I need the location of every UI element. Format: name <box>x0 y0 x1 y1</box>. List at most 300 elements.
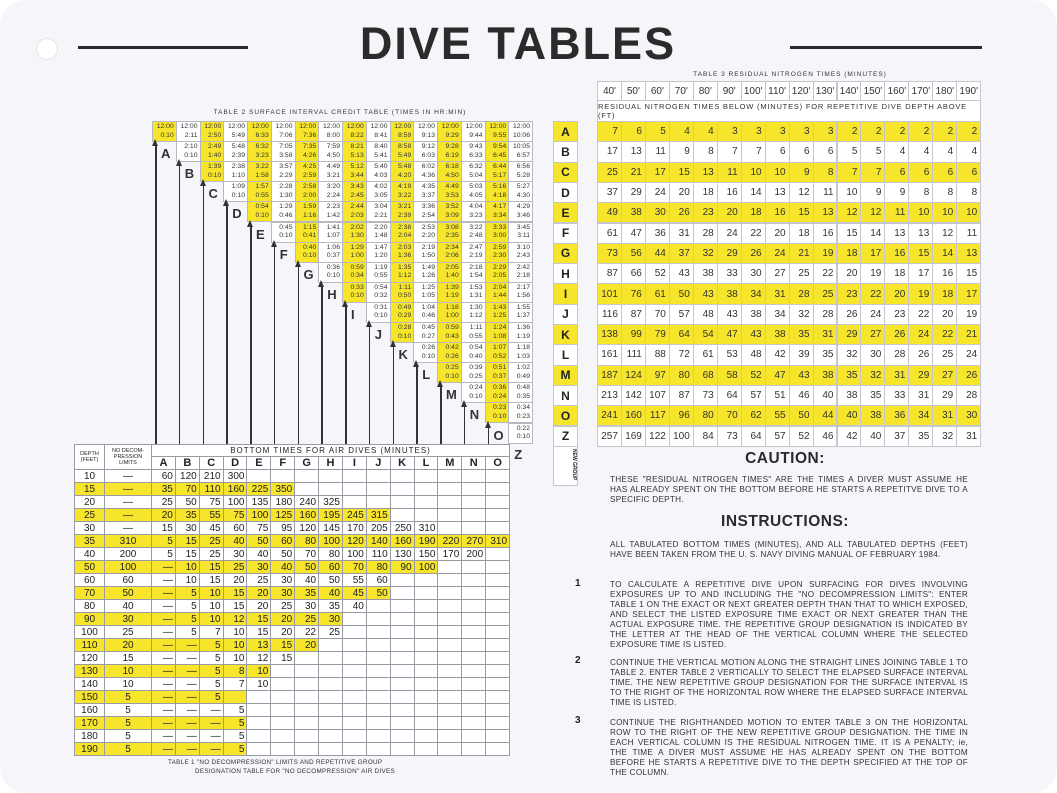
interval-cell <box>295 181 320 202</box>
interval-cell <box>295 141 320 162</box>
interval-min: 0:10 <box>469 392 483 400</box>
group-label: E <box>256 226 265 242</box>
residual-time-cell: 2 <box>956 121 981 142</box>
bottom-time-cell <box>390 612 415 626</box>
interval-min: 0:10 <box>445 372 459 380</box>
interval-max: 1:39 <box>445 283 459 291</box>
interval-cell <box>342 121 367 142</box>
interval-max: 3:33 <box>493 223 507 231</box>
bottom-time-cell <box>461 729 486 743</box>
residual-time-cell: 35 <box>813 344 838 365</box>
interval-min: 8:00 <box>326 131 340 139</box>
bottom-time-cell <box>390 599 415 613</box>
new-group-label: D <box>553 182 578 203</box>
bottom-time-cell <box>461 599 486 613</box>
interval-max: 8:21 <box>350 143 364 151</box>
interval-max: 12:00 <box>251 123 269 130</box>
depth-cell: 50 <box>74 560 105 574</box>
bottom-time-cell: 225 <box>246 482 271 496</box>
bottom-time-cell: 130 <box>390 547 415 561</box>
interval-max: 1:30 <box>469 303 483 311</box>
interval-min: 3:23 <box>255 151 269 159</box>
bottom-time-cell <box>294 664 319 678</box>
residual-time-cell: 4 <box>669 121 694 142</box>
interval-max: 5:27 <box>516 183 530 191</box>
depth-cell: 140 <box>74 677 105 691</box>
interval-min: 3:22 <box>398 191 412 199</box>
ndl-cell: 5 <box>104 716 152 730</box>
bottom-time-cell: 20 <box>151 508 176 522</box>
ndl-cell: 310 <box>104 534 152 548</box>
interval-min: 4:30 <box>516 191 530 199</box>
table1-caption-line1: TABLE 1 "NO DECOMPRESSION" LIMITS AND REPETITIVE GROUP <box>168 759 383 766</box>
group-column-header: B <box>175 456 200 470</box>
bottom-time-cell: 5 <box>175 612 200 626</box>
bottom-time-cell <box>485 716 510 730</box>
interval-cell <box>318 181 343 202</box>
residual-time-cell: 10 <box>908 202 933 223</box>
interval-cell <box>318 242 343 263</box>
residual-time-cell: 39 <box>789 344 814 365</box>
interval-max: 1:18 <box>445 303 459 311</box>
residual-time-cell: 257 <box>597 426 622 447</box>
bottom-time-cell: — <box>151 690 176 704</box>
interval-min: 0:24 <box>493 392 507 400</box>
residual-time-cell: 29 <box>717 243 742 264</box>
residual-time-cell: 26 <box>908 344 933 365</box>
interval-min: 2:29 <box>279 171 293 179</box>
interval-min: 2:00 <box>303 191 317 199</box>
interval-max: 2:20 <box>374 223 388 231</box>
depth-cell: 10 <box>74 469 105 483</box>
group-column-header: I <box>342 456 367 470</box>
residual-time-cell: 87 <box>669 385 694 406</box>
interval-min: 0:55 <box>255 191 269 199</box>
new-group-label: K <box>553 324 578 345</box>
bottom-time-cell <box>390 586 415 600</box>
bottom-time-cell <box>318 638 343 652</box>
bottom-time-cell <box>437 638 462 652</box>
group-label: D <box>232 206 242 222</box>
interval-cell <box>461 222 486 243</box>
residual-time-cell: 6 <box>789 141 814 162</box>
bottom-time-cell: 30 <box>270 586 295 600</box>
bottom-time-cell <box>366 469 391 483</box>
arrow-line-icon <box>155 145 157 456</box>
residual-time-cell: 31 <box>813 324 838 345</box>
ndl-cell: 15 <box>104 651 152 665</box>
residual-time-cell: 9 <box>789 162 814 183</box>
interval-cell <box>508 302 533 323</box>
bottom-time-cell <box>246 469 271 483</box>
interval-max: 4:29 <box>516 203 530 211</box>
residual-time-cell: 62 <box>741 405 766 426</box>
ndl-cell: 25 <box>104 625 152 639</box>
depth-cell: 100 <box>74 625 105 639</box>
group-label: A <box>161 146 171 162</box>
interval-max: 12:00 <box>322 123 340 130</box>
interval-min: 0:37 <box>493 372 507 380</box>
residual-time-cell: 42 <box>837 426 862 447</box>
residual-time-cell: 29 <box>932 385 957 406</box>
bottom-time-cell <box>437 677 462 691</box>
depth-column-header: 140' <box>837 81 862 101</box>
interval-min: 4:03 <box>374 171 388 179</box>
interval-min: 1:12 <box>469 312 483 320</box>
arrow-line-icon <box>298 266 300 456</box>
interval-max: 1:18 <box>516 344 530 352</box>
bottom-time-cell: 170 <box>437 547 462 561</box>
arrow-line-icon <box>345 306 347 456</box>
residual-time-cell: 70 <box>717 405 742 426</box>
residual-time-cell: 29 <box>621 182 646 203</box>
bottom-time-cell: 135 <box>246 495 271 509</box>
interval-cell <box>413 222 438 243</box>
bottom-time-cell <box>485 703 510 717</box>
residual-time-cell: 53 <box>717 344 742 365</box>
residual-time-cell: 57 <box>669 304 694 325</box>
bottom-time-cell: 100 <box>223 495 248 509</box>
interval-min: 4:36 <box>421 171 435 179</box>
residual-time-cell: 28 <box>789 283 814 304</box>
residual-time-cell: 6 <box>813 141 838 162</box>
residual-time-cell: 38 <box>693 263 718 284</box>
interval-max: 9:43 <box>469 143 483 151</box>
residual-time-cell: 43 <box>789 365 814 386</box>
bottom-time-cell: — <box>151 612 176 626</box>
interval-min: 0:10 <box>255 211 269 219</box>
interval-cell <box>247 141 272 162</box>
bottom-time-cell: — <box>151 703 176 717</box>
interval-min: 8:41 <box>374 131 388 139</box>
bottom-time-cell <box>461 664 486 678</box>
bottom-time-cell: 45 <box>199 521 224 535</box>
residual-time-cell: 5 <box>645 121 670 142</box>
bottom-time-cell: — <box>175 703 200 717</box>
interval-min: 4:50 <box>326 151 340 159</box>
interval-cell <box>508 322 533 343</box>
bottom-time-cell <box>366 664 391 678</box>
interval-min: 0:10 <box>516 433 530 440</box>
residual-time-cell: 100 <box>669 426 694 447</box>
table3-caption: TABLE 3 RESIDUAL NITROGEN TIMES (MINUTES) <box>693 71 887 78</box>
residual-time-cell: 54 <box>693 324 718 345</box>
bottom-time-cell: — <box>199 703 224 717</box>
residual-time-cell: 38 <box>741 304 766 325</box>
residual-time-cell: 43 <box>693 283 718 304</box>
interval-min: 1:10 <box>231 171 245 179</box>
bottom-time-cell <box>461 469 486 483</box>
residual-time-cell: 31 <box>765 283 790 304</box>
residual-time-cell: 187 <box>597 365 622 386</box>
interval-cell <box>437 322 462 343</box>
residual-time-cell: 15 <box>908 243 933 264</box>
bottom-time-cell: 20 <box>270 612 295 626</box>
new-group-label: F <box>553 223 578 244</box>
residual-time-cell: 142 <box>621 385 646 406</box>
interval-cell <box>390 282 415 303</box>
residual-time-cell: 31 <box>669 223 694 244</box>
interval-cell <box>485 262 510 283</box>
interval-max: 3:08 <box>445 223 459 231</box>
interval-max: 2:17 <box>516 283 530 291</box>
interval-max: 0:54 <box>255 203 269 211</box>
residual-time-cell: 10 <box>765 162 790 183</box>
bottom-time-cell: 8 <box>223 664 248 678</box>
interval-cell <box>508 141 533 162</box>
interval-max: 0:40 <box>303 243 317 251</box>
residual-time-cell: 4 <box>956 141 981 162</box>
residual-time-cell: 64 <box>717 385 742 406</box>
residual-time-cell: 23 <box>884 304 909 325</box>
residual-time-cell: 117 <box>645 405 670 426</box>
step-number: 3 <box>575 715 581 726</box>
residual-time-cell: 19 <box>908 283 933 304</box>
group-label: M <box>446 387 457 403</box>
bottom-time-cell <box>270 677 295 691</box>
interval-cell <box>390 181 415 202</box>
residual-time-cell: 2 <box>884 121 909 142</box>
group-column-header: C <box>199 456 224 470</box>
interval-min: 10:06 <box>512 131 530 139</box>
bottom-time-cell: 145 <box>318 521 343 535</box>
residual-time-cell: 25 <box>789 263 814 284</box>
residual-time-cell: 99 <box>621 324 646 345</box>
interval-max: 3:52 <box>445 203 459 211</box>
residual-time-cell: 48 <box>693 304 718 325</box>
interval-max: 12:00 <box>275 123 293 130</box>
bottom-time-cell: 12 <box>223 612 248 626</box>
interval-min: 9:13 <box>421 131 435 139</box>
interval-min: 1:40 <box>208 151 222 159</box>
bottom-time-cell <box>461 586 486 600</box>
bottom-time-cell <box>294 482 319 496</box>
bottom-time-cell <box>485 690 510 704</box>
residual-time-cell: 52 <box>741 365 766 386</box>
ndl-cell: — <box>104 469 152 483</box>
bottom-time-cell <box>437 573 462 587</box>
interval-max: 3:21 <box>398 203 412 211</box>
bottom-time-cell <box>342 469 367 483</box>
residual-time-cell: 10 <box>741 162 766 183</box>
interval-min: 3:11 <box>517 232 530 239</box>
bottom-time-cell: 150 <box>414 547 439 561</box>
interval-min: 0:49 <box>516 372 530 380</box>
interval-min: 4:18 <box>493 191 507 199</box>
residual-time-cell: 44 <box>645 243 670 264</box>
bottom-time-cell <box>366 612 391 626</box>
bottom-time-cell <box>461 716 486 730</box>
interval-cell <box>295 121 320 142</box>
bottom-time-cell: — <box>175 716 200 730</box>
bottom-time-cell: 40 <box>270 560 295 574</box>
interval-min: 2:45 <box>350 191 364 199</box>
interval-cell <box>485 302 510 323</box>
residual-time-cell: 47 <box>621 223 646 244</box>
interval-min: 0:10 <box>160 131 174 139</box>
residual-time-cell: 12 <box>789 182 814 203</box>
depth-cell: 25 <box>74 508 105 522</box>
interval-max: 1:11 <box>398 283 412 291</box>
interval-max: 4:02 <box>374 183 388 191</box>
interval-cell <box>342 161 367 182</box>
table1-caption-line2: DESIGNATION TABLE FOR "NO DECOMPRESSION" AIR DIVES <box>195 768 396 775</box>
bottom-time-cell <box>461 573 486 587</box>
ndl-cell: 40 <box>104 599 152 613</box>
bottom-time-cell <box>390 716 415 730</box>
residual-time-cell: 21 <box>789 243 814 264</box>
ndl-cell: 30 <box>104 612 152 626</box>
residual-time-cell: 28 <box>693 223 718 244</box>
depth-column-header: 190' <box>956 81 981 101</box>
interval-min: 0:43 <box>445 332 459 340</box>
new-group-label: G <box>553 243 578 264</box>
group-label: G <box>303 266 314 282</box>
depth-cell: 60 <box>74 573 105 587</box>
interval-min: 3:23 <box>469 211 483 219</box>
depth-column-header: 70' <box>669 81 694 101</box>
group-column-header: J <box>366 456 391 470</box>
interval-min: 2:50 <box>208 131 222 139</box>
residual-time-cell: 40 <box>860 426 885 447</box>
residual-time-cell: 6 <box>621 121 646 142</box>
bottom-time-cell <box>318 664 343 678</box>
interval-min: 2:39 <box>231 151 245 159</box>
bottom-time-cell <box>485 469 510 483</box>
bottom-time-cell: 350 <box>270 482 295 496</box>
interval-max: 5:48 <box>398 163 412 171</box>
interval-cell <box>437 242 462 263</box>
new-group-label: C <box>553 162 578 183</box>
bottom-time-cell: 310 <box>485 534 510 548</box>
interval-max: 1:53 <box>469 283 483 291</box>
ndl-cell: 10 <box>104 677 152 691</box>
arrow-line-icon <box>393 346 395 456</box>
interval-max: 1:47 <box>374 243 388 251</box>
residual-time-cell: 72 <box>669 344 694 365</box>
bottom-time-cell <box>294 703 319 717</box>
residual-time-cell: 9 <box>669 141 694 162</box>
bottom-time-cell <box>437 521 462 535</box>
residual-time-cell: 13 <box>908 223 933 244</box>
interval-min: 0:10 <box>231 191 245 199</box>
residual-time-cell: 43 <box>741 324 766 345</box>
bottom-time-cell: 25 <box>199 547 224 561</box>
bottom-time-cell: 310 <box>414 521 439 535</box>
interval-cell <box>342 141 367 162</box>
depth-column-header: 130' <box>813 81 838 101</box>
depth-cell: 150 <box>74 690 105 704</box>
residual-time-cell: 56 <box>621 243 646 264</box>
interval-cell <box>461 362 486 383</box>
bottom-time-cell: 5 <box>199 651 224 665</box>
new-group-label: A <box>553 121 578 142</box>
bottom-time-cell: 15 <box>223 586 248 600</box>
interval-min: 4:05 <box>469 191 483 199</box>
interval-min: 1:03 <box>516 352 530 360</box>
interval-max: 0:49 <box>398 303 412 311</box>
bottom-time-cell <box>318 729 343 743</box>
interval-cell <box>437 161 462 182</box>
interval-min: 3:46 <box>516 211 530 219</box>
bottom-time-cell: 160 <box>390 534 415 548</box>
bottom-time-cell: 30 <box>270 573 295 587</box>
bottom-time-cell: 5 <box>175 625 200 639</box>
residual-time-cell: 107 <box>645 385 670 406</box>
interval-max: 1:25 <box>421 283 435 291</box>
interval-min: 2:06 <box>445 252 459 260</box>
residual-time-cell: 10 <box>956 202 981 223</box>
bottom-time-cell <box>390 495 415 509</box>
interval-cell <box>223 121 248 142</box>
bottom-time-cell <box>414 677 439 691</box>
residual-time-cell: 24 <box>956 344 981 365</box>
bottom-time-cell: 100 <box>246 508 271 522</box>
interval-min: 6:45 <box>493 151 507 159</box>
residual-time-cell: 38 <box>621 202 646 223</box>
residual-time-cell: 4 <box>884 141 909 162</box>
interval-min: 0:25 <box>469 372 483 380</box>
residual-time-cell: 6 <box>956 162 981 183</box>
bottom-time-cell <box>414 469 439 483</box>
interval-max: 12:00 <box>156 123 174 130</box>
bottom-time-cell: 270 <box>461 534 486 548</box>
depth-cell: 40 <box>74 547 105 561</box>
bottom-time-cell: 10 <box>223 625 248 639</box>
interval-min: 1:20 <box>374 252 388 260</box>
depth-header: DEPTH (FEET) <box>74 444 105 470</box>
interval-max: 7:05 <box>279 143 293 151</box>
residual-time-cell: 96 <box>669 405 694 426</box>
interval-max: 1:04 <box>421 303 435 311</box>
residual-time-cell: 27 <box>765 263 790 284</box>
bottom-time-cell: — <box>175 664 200 678</box>
depth-column-header: 50' <box>621 81 646 101</box>
interval-max: 0:51 <box>493 364 507 372</box>
interval-min: 3:09 <box>445 211 459 219</box>
bottom-time-cell <box>437 508 462 522</box>
bottom-time-cell <box>246 703 271 717</box>
residual-time-cell: 66 <box>621 263 646 284</box>
bottom-time-cell: 195 <box>318 508 343 522</box>
step-text: TO CALCULATE A REPETITIVE DIVE UPON SURFACING FOR DIVES INVOLVING EXPOSURES UP TO AND INCLUDING THE "NO DECOMPRESSION LIMITS": ENTER TABLE 1 ON THE EXACT OR NEXT GREATER DEPTH THAN THAT TO WHICH EXPOSED, AND SELECT THE LISTED EXPOSURE TIME EXACT OR NEXT GREATER THAN THE ACTUAL EXPOSURE TIME. THE REPETITIVE GROUP DESIGNATION IS INDICATED BY THE LETTER AT THE HEAD OF THE VERTICAL COLUMN WHERE THE SELECTED EXPOSURE TIME IS LISTED. <box>610 580 968 649</box>
bottom-time-cell <box>390 664 415 678</box>
interval-max: 1:49 <box>421 263 435 271</box>
bottom-time-cell <box>437 690 462 704</box>
depth-cell: 160 <box>74 703 105 717</box>
depth-cell: 130 <box>74 664 105 678</box>
bottom-time-cell <box>246 716 271 730</box>
bottom-time-cell <box>294 716 319 730</box>
residual-time-cell: 8 <box>813 162 838 183</box>
bottom-time-cell <box>270 469 295 483</box>
residual-time-cell: 18 <box>932 283 957 304</box>
bottom-time-cell: 75 <box>223 508 248 522</box>
residual-time-cell: 5 <box>837 141 862 162</box>
interval-min: 1:00 <box>445 312 459 320</box>
residual-time-cell: 43 <box>717 304 742 325</box>
residual-time-cell: 18 <box>741 202 766 223</box>
bottom-time-cell <box>318 651 343 665</box>
interval-cell <box>271 121 296 142</box>
bottom-time-cell <box>294 469 319 483</box>
bottom-time-cell: 30 <box>223 547 248 561</box>
interval-cell <box>366 262 391 283</box>
residual-time-cell: 12 <box>932 223 957 244</box>
interval-cell <box>461 201 486 222</box>
residual-time-cell: 31 <box>956 426 981 447</box>
residual-time-cell: 38 <box>837 385 862 406</box>
